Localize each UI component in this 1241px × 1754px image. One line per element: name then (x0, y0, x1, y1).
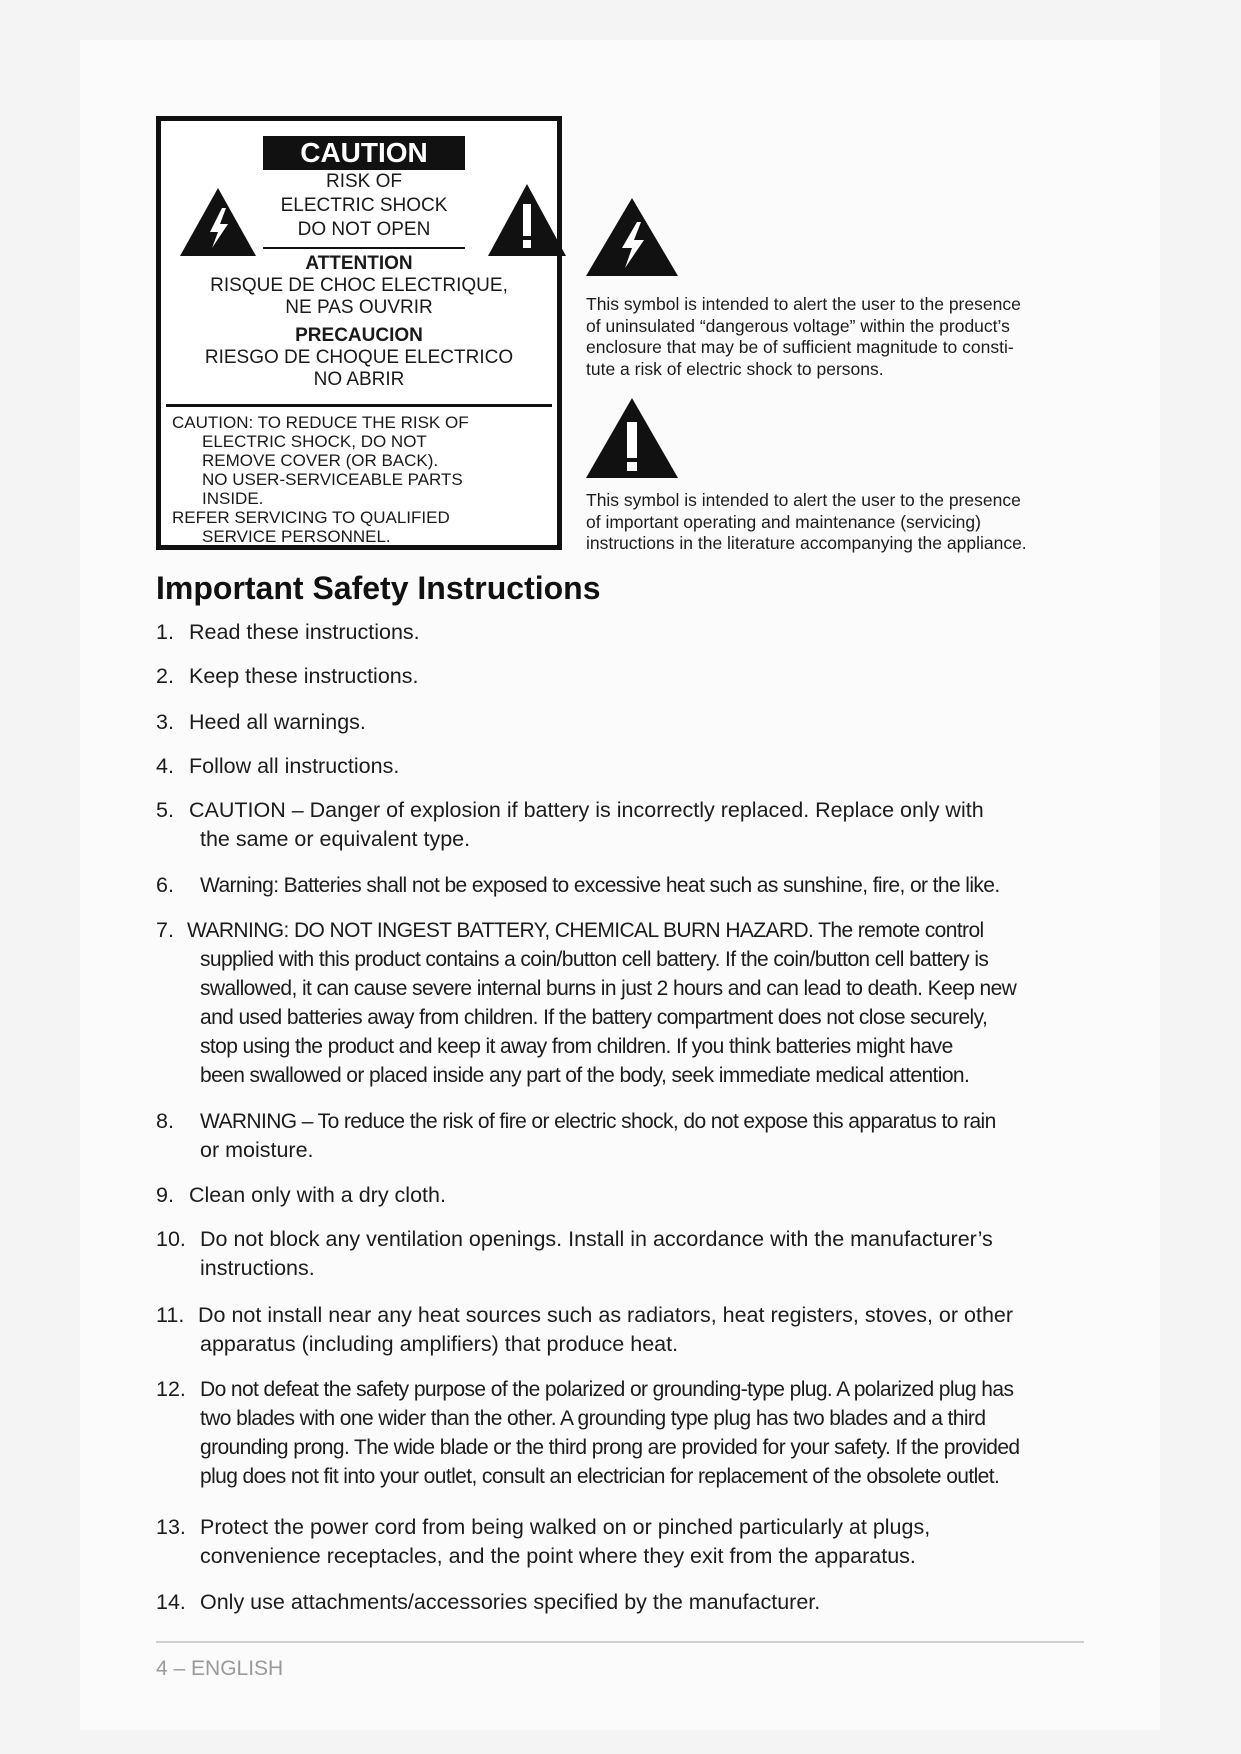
spanish-heading: PRECAUCION (295, 325, 423, 346)
item-text: Do not block any ventilation openings. Install in accordance with the manufacturer’s (200, 1227, 993, 1251)
list-item (156, 1225, 1096, 1283)
item-text: apparatus (including amplifiers) that produce heat. (200, 1332, 679, 1356)
item-number: 7. (156, 918, 174, 942)
item-text: and used batteries away from children. If the battery compartment does not close securely, (200, 1006, 988, 1029)
description-line: instructions in the literature accompanying the appliance. (586, 533, 1027, 553)
list-item (156, 1107, 1096, 1165)
exclamation-symbol-icon (584, 396, 680, 480)
list-item (156, 708, 1096, 737)
description-line: of uninsulated “dangerous voltage” within the product’s (586, 315, 1010, 336)
lightning-warning-icon (178, 186, 258, 258)
description-line: tute a risk of electric shock to persons. (586, 358, 884, 379)
caution-bottom-line: REMOVE COVER (OR BACK). (202, 451, 439, 470)
item-text: Protect the power cord from being walked on or pinched particularly at plugs, (200, 1515, 931, 1539)
item-text: swallowed, it can cause severe internal burns in just 2 hours and can lead to death. Keep new (200, 977, 1017, 1000)
list-item (156, 916, 1096, 1090)
caution-bottom-line: INSIDE. (202, 489, 264, 508)
item-text: WARNING – To reduce the risk of fire or electric shock, do not expose this apparatus to rain (200, 1110, 996, 1133)
lightning-symbol-description (586, 294, 1086, 380)
caution-label-top (166, 126, 552, 407)
list-item (156, 871, 1096, 900)
list-item (156, 1301, 1096, 1359)
list-item (156, 618, 1096, 647)
item-text: two blades with one wider than the other. A grounding type plug has two blades and a third (200, 1407, 986, 1430)
item-number: 6. (156, 873, 174, 897)
item-text: Clean only with a dry cloth. (189, 1183, 446, 1207)
list-item (156, 752, 1096, 781)
item-text: supplied with this product contains a coin/button cell battery. If the coin/button cell battery is (200, 948, 989, 971)
list-item (156, 662, 1096, 691)
footer-divider (156, 1641, 1084, 1643)
caution-title: CAUTION (263, 136, 465, 170)
item-text: instructions. (200, 1256, 315, 1280)
spanish-line: NO ABRIR (313, 369, 405, 390)
item-number: 13. (156, 1515, 186, 1539)
caution-bottom-line: SERVICE PERSONNEL. (202, 527, 391, 546)
lightning-symbol-icon (584, 196, 680, 278)
item-text: convenience receptacles, and the point where they exit from the apparatus. (200, 1544, 916, 1568)
french-line: NE PAS OUVRIR (285, 297, 433, 318)
caution-label (156, 116, 562, 550)
item-text: Follow all instructions. (189, 754, 400, 778)
caution-english-text (263, 170, 465, 249)
description-line: of important operating and maintenance (servicing) (586, 511, 981, 532)
french-heading: ATTENTION (305, 253, 413, 274)
item-text: or moisture. (200, 1138, 314, 1162)
item-text: Heed all warnings. (189, 710, 366, 734)
item-text: stop using the product and keep it away from children. If you think batteries might have (200, 1035, 953, 1058)
item-text: Read these instructions. (189, 620, 420, 644)
caution-spanish-text (166, 325, 552, 391)
list-item (156, 796, 1096, 854)
item-number: 9. (156, 1183, 174, 1207)
caution-english-line: ELECTRIC SHOCK (280, 195, 448, 216)
caution-english-line: RISK OF (325, 171, 402, 192)
item-number: 5. (156, 798, 174, 822)
spanish-line: RIESGO DE CHOQUE ELECTRICO (204, 347, 514, 368)
item-number: 2. (156, 664, 174, 688)
item-text: WARNING: DO NOT INGEST BATTERY, CHEMICAL BURN HAZARD. The remote control (187, 919, 984, 942)
item-text: Keep these instructions. (189, 664, 419, 688)
list-item (156, 1181, 1096, 1210)
caution-english-line: DO NOT OPEN (297, 219, 431, 240)
item-number: 3. (156, 710, 174, 734)
exclamation-warning-icon (486, 182, 568, 258)
item-number: 1. (156, 620, 174, 644)
item-number: 14. (156, 1590, 186, 1614)
item-number: 11. (156, 1303, 185, 1327)
caution-bottom-line: NO USER-SERVICEABLE PARTS (202, 470, 463, 489)
caution-bottom-line: ELECTRIC SHOCK, DO NOT (202, 432, 427, 451)
description-line: This symbol is intended to alert the user to the presence (586, 490, 1021, 510)
description-line: enclosure that may be of sufficient magnitude to consti- (586, 337, 1014, 357)
list-item (156, 1513, 1096, 1571)
caution-french-text (166, 253, 552, 319)
french-line: RISQUE DE CHOC ELECTRIQUE, (210, 275, 508, 296)
list-item (156, 1588, 1096, 1617)
item-number: 10. (156, 1227, 186, 1251)
item-text: Do not install near any heat sources such as radiators, heat registers, stoves, or other (198, 1303, 1014, 1327)
page-footer: 4 – ENGLISH (156, 1657, 284, 1680)
item-number: 8. (156, 1109, 174, 1133)
caution-bottom-line: REFER SERVICING TO QUALIFIED (172, 508, 450, 527)
item-text: Warning: Batteries shall not be exposed to excessive heat such as sunshine, fire, or the like. (200, 874, 1000, 897)
caution-bottom-line: CAUTION: TO REDUCE THE RISK OF (172, 413, 469, 432)
caution-bottom-text (166, 413, 552, 546)
item-text: been swallowed or placed inside any part of the body, seek immediate medical attention. (200, 1064, 970, 1087)
list-item (156, 1375, 1096, 1491)
item-text: the same or equivalent type. (200, 827, 471, 851)
item-text: Do not defeat the safety purpose of the polarized or grounding-type plug. A polarized plug has (200, 1378, 1014, 1401)
item-number: 4. (156, 754, 174, 778)
item-text: plug does not fit into your outlet, consult an electrician for replacement of the obsolete outlet. (200, 1465, 1000, 1488)
item-text: grounding prong. The wide blade or the third prong are provided for your safety. If the provided (200, 1436, 1020, 1459)
page-title: Important Safety Instructions (156, 570, 601, 606)
item-text: Only use attachments/accessories specified by the manufacturer. (200, 1590, 821, 1614)
exclamation-symbol-description (586, 490, 1086, 555)
item-text: CAUTION – Danger of explosion if battery is incorrectly replaced. Replace only with (189, 798, 984, 822)
item-number: 12. (156, 1377, 186, 1401)
description-line: This symbol is intended to alert the user to the presence (586, 294, 1021, 314)
